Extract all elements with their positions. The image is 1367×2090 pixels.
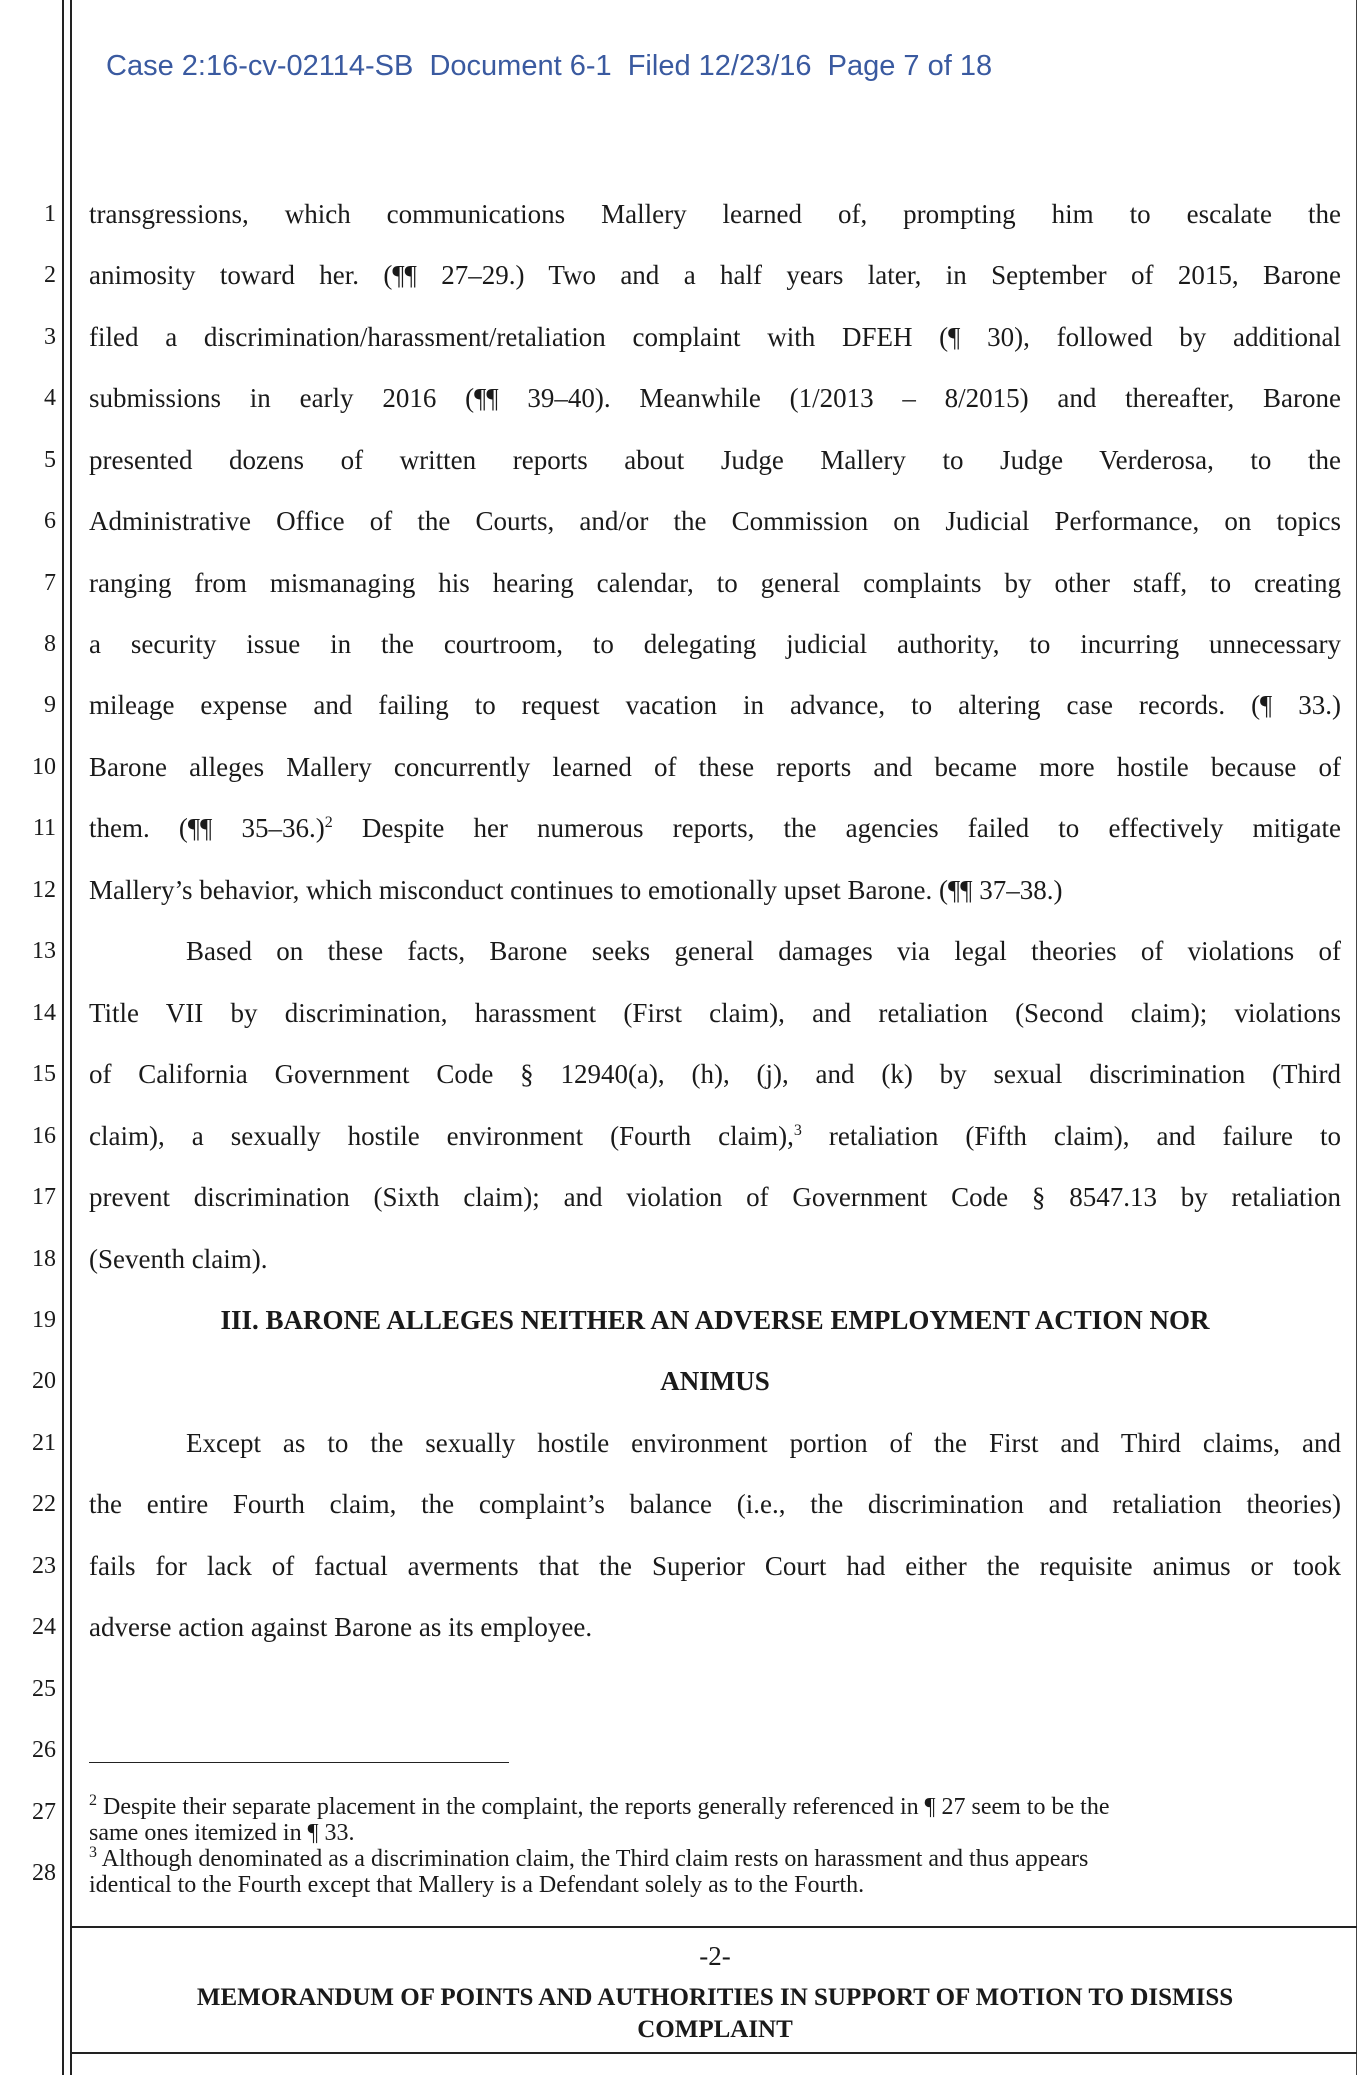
body-line: fails for lack of factual averments that the Superior Court had either the requisite animus or took	[89, 1551, 1341, 1581]
paragraph-start: Except as to the sexually hostile environment portion of the First and Third claims, and	[186, 1428, 1341, 1458]
body-line: prevent discrimination (Sixth claim); and violation of Government Code § 8547.13 by retaliation	[89, 1182, 1341, 1212]
footer-rule	[70, 1926, 1357, 1928]
body-text: claim), a sexually hostile environment (Fourth claim),	[89, 1121, 794, 1151]
footnote-ref: 2	[324, 814, 333, 831]
document-title-line2: COMPLAINT	[637, 2016, 793, 2043]
body-line	[89, 1121, 1341, 1151]
footnote-2	[89, 1794, 1341, 1820]
line-number: 5	[44, 447, 56, 473]
footnote-3-cont: identical to the Fourth except that Mallery is a Defendant solely as to the Fourth.	[89, 1872, 865, 1898]
line-number: 11	[32, 815, 56, 841]
line-number: 15	[32, 1061, 56, 1087]
left-margin-rule-inner	[70, 0, 72, 2075]
body-line: transgressions, which communications Mallery learned of, prompting him to escalate the	[89, 199, 1341, 229]
line-number: 7	[44, 570, 56, 596]
line-number: 13	[32, 938, 56, 964]
footnote-3	[89, 1846, 1341, 1872]
line-number: 4	[44, 385, 56, 411]
document-title	[89, 1982, 1341, 2046]
body-line: a security issue in the courtroom, to delegating judicial authority, to incurring unnecessary	[89, 629, 1341, 659]
line-number: 24	[32, 1614, 56, 1640]
body-line: Title VII by discrimination, harassment (First claim), and retaliation (Second claim); violations	[89, 998, 1341, 1028]
line-number: 1	[44, 201, 56, 227]
line-number: 27	[32, 1799, 56, 1825]
section-heading-cont: ANIMUS	[660, 1366, 770, 1396]
case-header: Case 2:16-cv-02114-SB Document 6-1 Filed 12/23/16 Page 7 of 18	[106, 50, 993, 82]
line-number: 14	[32, 1000, 56, 1026]
body-line: Administrative Office of the Courts, and/or the Commission on Judicial Performance, on topics	[89, 506, 1341, 536]
footnote-text: Although denominated as a discrimination claim, the Third claim rests on harassment and thus appears	[97, 1846, 1089, 1872]
body-line: animosity toward her. (¶¶ 27–29.) Two and a half years later, in September of 2015, Barone	[89, 260, 1341, 290]
document-title-line1: MEMORANDUM OF POINTS AND AUTHORITIES IN SUPPORT OF MOTION TO DISMISS	[196, 1984, 1234, 2011]
line-number: 8	[44, 631, 56, 657]
line-number: 21	[32, 1430, 56, 1456]
line-number: 12	[32, 877, 56, 903]
left-margin-rule	[62, 0, 64, 2075]
body-line: adverse action against Barone as its employee.	[89, 1612, 593, 1642]
footnote-2-cont: same ones itemized in ¶ 33.	[89, 1820, 355, 1846]
section-heading: III. BARONE ALLEGES NEITHER AN ADVERSE EMPLOYMENT ACTION NOR	[220, 1305, 1210, 1335]
line-number: 23	[32, 1553, 56, 1579]
body-text: Despite her numerous reports, the agencies failed to effectively mitigate	[332, 813, 1341, 843]
line-number: 9	[44, 692, 56, 718]
body-text: them. (¶¶ 35–36.)	[89, 813, 325, 843]
line-number: 22	[32, 1491, 56, 1517]
body-line: Mallery’s behavior, which misconduct continues to emotionally upset Barone. (¶¶ 37–38.)	[89, 875, 1063, 905]
body-line: presented dozens of written reports about Judge Mallery to Judge Verderosa, to the	[89, 445, 1341, 475]
body-line: ranging from mismanaging his hearing calendar, to general complaints by other staff, to creating	[89, 568, 1341, 598]
line-number: 10	[32, 754, 56, 780]
footnote-mark: 2	[89, 1792, 97, 1809]
line-number: 25	[32, 1676, 56, 1702]
body-text: retaliation (Fifth claim), and failure to	[801, 1121, 1341, 1151]
page-number: -2-	[699, 1941, 731, 1971]
line-number: 19	[32, 1307, 56, 1333]
right-margin-rule	[1356, 0, 1357, 2075]
line-number: 18	[32, 1246, 56, 1272]
paragraph-start: Based on these facts, Barone seeks general damages via legal theories of violations of	[186, 936, 1341, 966]
line-number: 20	[32, 1368, 56, 1394]
body-line: filed a discrimination/harassment/retaliation complaint with DFEH (¶ 30), followed by additional	[89, 322, 1341, 352]
footnote-ref: 3	[793, 1122, 802, 1139]
line-number: 17	[32, 1184, 56, 1210]
body-line: the entire Fourth claim, the complaint’s balance (i.e., the discrimination and retaliation theories)	[89, 1489, 1341, 1519]
body-line: Barone alleges Mallery concurrently learned of these reports and became more hostile because of	[89, 752, 1341, 782]
body-line: of California Government Code § 12940(a), (h), (j), and (k) by sexual discrimination (Third	[89, 1059, 1341, 1089]
line-number: 16	[32, 1123, 56, 1149]
footnote-separator	[89, 1762, 509, 1763]
line-number: 28	[32, 1860, 56, 1886]
body-line: mileage expense and failing to request vacation in advance, to altering case records. (¶ 33.)	[89, 690, 1341, 720]
line-number: 2	[44, 262, 56, 288]
line-number: 3	[44, 324, 56, 350]
footer-bottom-rule	[70, 2052, 1357, 2054]
footnote-mark: 3	[89, 1844, 97, 1861]
line-number: 26	[32, 1737, 56, 1763]
footnote-text: Despite their separate placement in the complaint, the reports generally referenced in ¶ 27 seem to be the	[97, 1794, 1110, 1820]
line-number: 6	[44, 508, 56, 534]
body-line: (Seventh claim).	[89, 1244, 268, 1274]
body-line: submissions in early 2016 (¶¶ 39–40). Meanwhile (1/2013 – 8/2015) and thereafter, Barone	[89, 383, 1341, 413]
body-line	[89, 813, 1341, 843]
